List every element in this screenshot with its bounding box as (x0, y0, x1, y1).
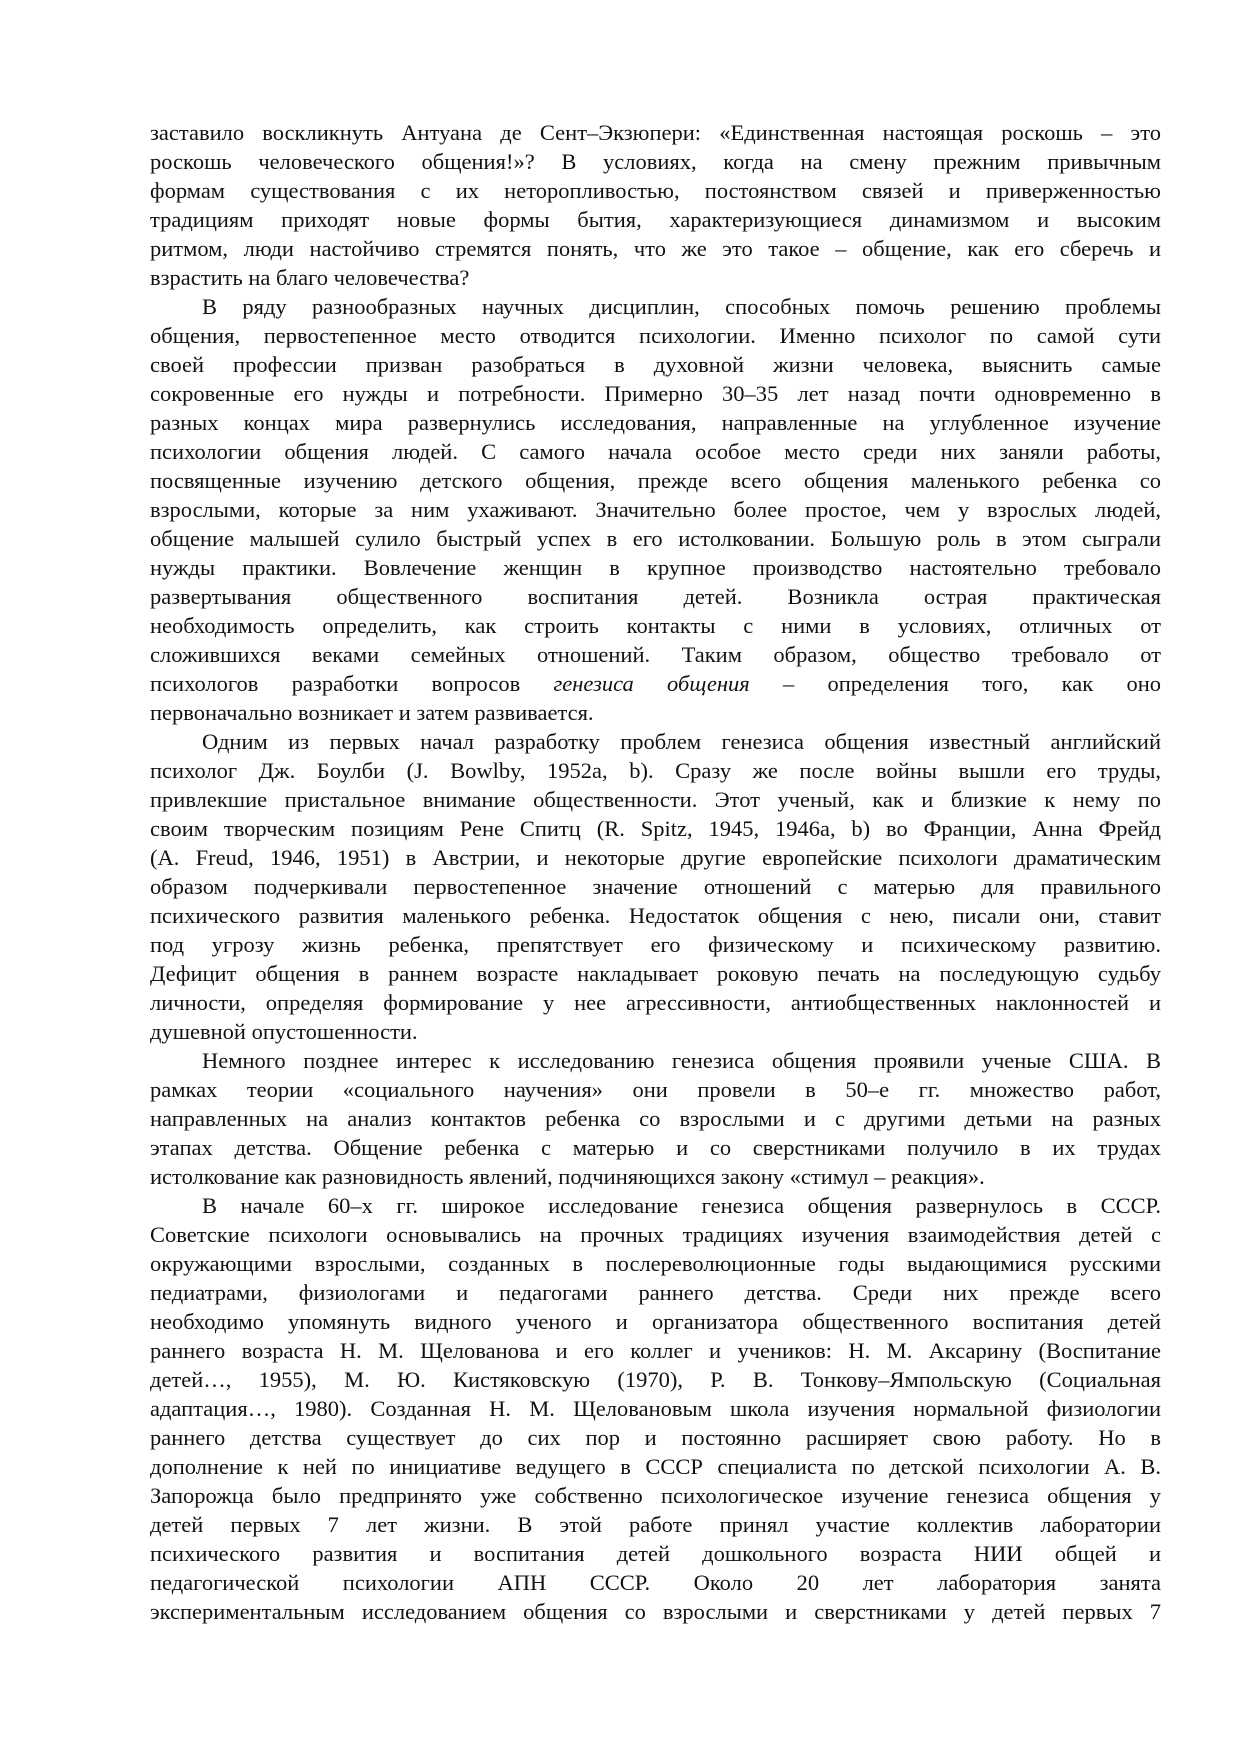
text-line: личности, определяя формирование у нее агрессивности, антиобщественных наклонностей и (150, 990, 1161, 1015)
paragraph (150, 1191, 1161, 1626)
text-line: сложившихся веками семейных отношений. Таким образом, общество требовало от (150, 642, 1161, 667)
text-line: развертывания общественного воспитания детей. Возникла острая практическая (150, 584, 1161, 609)
text-line: этапах детства. Общение ребенка с матерью и со сверстниками получило в их трудах (150, 1135, 1161, 1160)
text-line: посвященные изучению детского общения, прежде всего общения маленького ребенка со (150, 468, 1161, 493)
text-line: сокровенные его нужды и потребности. Примерно 30–35 лет назад почти одновременно в (150, 381, 1161, 406)
text-line: заставило воскликнуть Антуана де Сент–Экзюпери: «Единственная настоящая роскошь – это (150, 120, 1161, 145)
paragraph (150, 118, 1161, 292)
text-line: экспериментальным исследованием общения со взрослыми и сверстниками у детей первых 7 (150, 1599, 1161, 1624)
text-segment: – определения того, как оно (749, 671, 1161, 696)
text-line: направленных на анализ контактов ребенка со взрослыми и с другими детьми на разных (150, 1106, 1161, 1131)
text-line: раннего детства существует до сих пор и постоянно расширяет свою работу. Но в (150, 1425, 1161, 1450)
text-segment: психологов разработки вопросов (150, 671, 554, 696)
text-line: общение малышей сулило быстрый успех в его истолковании. Большую роль в этом сыграли (150, 526, 1161, 551)
text-line: В начале 60–х гг. широкое исследование генезиса общения развернулось в СССР. (202, 1193, 1161, 1218)
paragraph (150, 1046, 1161, 1191)
text-line: необходимо упомянуть видного ученого и организатора общественного воспитания детей (150, 1309, 1161, 1334)
text-line: формам существования с их неторопливостью, постоянством связей и приверженностью (150, 178, 1161, 203)
text-line: разных концах мира развернулись исследования, направленные на углубленное изучение (150, 410, 1161, 435)
text-line: своей профессии призван разобраться в духовной жизни человека, выяснить самые (150, 352, 1161, 377)
text-line: адаптация…, 1980). Созданная Н. М. Щеловановым школа изучения нормальной физиологии (150, 1396, 1161, 1421)
text-line: детей…, 1955), М. Ю. Кистяковскую (1970), Р. В. Тонкову–Ямпольскую (Социальная (150, 1367, 1161, 1392)
text-line: дополнение к ней по инициативе ведущего в СССР специалиста по детской психологии А. В. (150, 1454, 1161, 1479)
text-line: общения, первостепенное место отводится психологии. Именно психолог по самой сути (150, 323, 1161, 348)
text-line: окружающими взрослыми, созданных в послереволюционные годы выдающимися русскими (150, 1251, 1161, 1276)
paragraph (150, 292, 1161, 727)
text-line: детей первых 7 лет жизни. В этой работе принял участие коллектив лаборатории (150, 1512, 1161, 1537)
text-line (150, 669, 1161, 698)
text-line: под угрозу жизнь ребенка, препятствует его физическому и психическому развитию. (150, 932, 1161, 957)
text-line: (A. Freud, 1946, 1951) в Австрии, и некоторые другие европейские психологи драматическим (150, 845, 1161, 870)
text-line: педиатрами, физиологами и педагогами раннего детства. Среди них прежде всего (150, 1280, 1161, 1305)
text-line: своим творческим позициям Рене Спитц (R. Spitz, 1945, 1946a, b) во Франции, Анна Фрейд (150, 816, 1161, 841)
text-line: взрослыми, которые за ним ухаживают. Значительно более простое, чем у взрослых людей, (150, 497, 1161, 522)
italic-term: генезиса общения (553, 671, 750, 696)
text-line: рамках теории «социального научения» они провели в 50–е гг. множество работ, (150, 1077, 1161, 1102)
text-line: Одним из первых начал разработку проблем генезиса общения известный английский (202, 729, 1161, 754)
text-line: первоначально возникает и затем развивается. (150, 700, 594, 725)
text-line: Запорожца было предпринято уже собственно психологическое изучение генезиса общения у (150, 1483, 1161, 1508)
text-line: педагогической психологии АПН СССР. Около 20 лет лаборатория занята (150, 1570, 1161, 1595)
text-line: Немного позднее интерес к исследованию генезиса общения проявили ученые США. В (202, 1048, 1161, 1073)
text-line: взрастить на благо человечества? (150, 265, 470, 290)
text-line: роскошь человеческого общения!»? В условиях, когда на смену прежним привычным (150, 149, 1161, 174)
paragraph (150, 727, 1161, 1046)
text-line: психического развития маленького ребенка. Недостаток общения с нею, писали они, ставит (150, 903, 1161, 928)
text-line: нужды практики. Вовлечение женщин в крупное производство настоятельно требовало (150, 555, 1161, 580)
document-page (150, 118, 1161, 1626)
text-line: привлекшие пристальное внимание общественности. Этот ученый, как и близкие к нему по (150, 787, 1161, 812)
text-line: В ряду разнообразных научных дисциплин, способных помочь решению проблемы (202, 294, 1161, 319)
text-line: раннего возраста Н. М. Щелованова и его коллег и учеников: Н. М. Аксарину (Воспитание (150, 1338, 1161, 1363)
text-line: душевной опустошенности. (150, 1019, 418, 1044)
text-line: Советские психологи основывались на прочных традициях изучения взаимодействия детей с (150, 1222, 1161, 1247)
text-line: ритмом, люди настойчиво стремятся понять, что же это такое – общение, как его сберечь и (150, 236, 1161, 261)
text-line: психического развития и воспитания детей дошкольного возраста НИИ общей и (150, 1541, 1161, 1566)
text-line: образом подчеркивали первостепенное значение отношений с матерью для правильного (150, 874, 1161, 899)
text-line: необходимость определить, как строить контакты с ними в условиях, отличных от (150, 613, 1161, 638)
text-line: истолкование как разновидность явлений, подчиняющихся закону «стимул – реакция». (150, 1164, 985, 1189)
text-line: Дефицит общения в раннем возрасте накладывает роковую печать на последующую судьбу (150, 961, 1161, 986)
text-line: традициям приходят новые формы бытия, характеризующиеся динамизмом и высоким (150, 207, 1161, 232)
text-line: психологии общения людей. С самого начала особое место среди них заняли работы, (150, 439, 1161, 464)
text-line: психолог Дж. Боулби (J. Bowlby, 1952a, b). Сразу же после войны вышли его труды, (150, 758, 1161, 783)
